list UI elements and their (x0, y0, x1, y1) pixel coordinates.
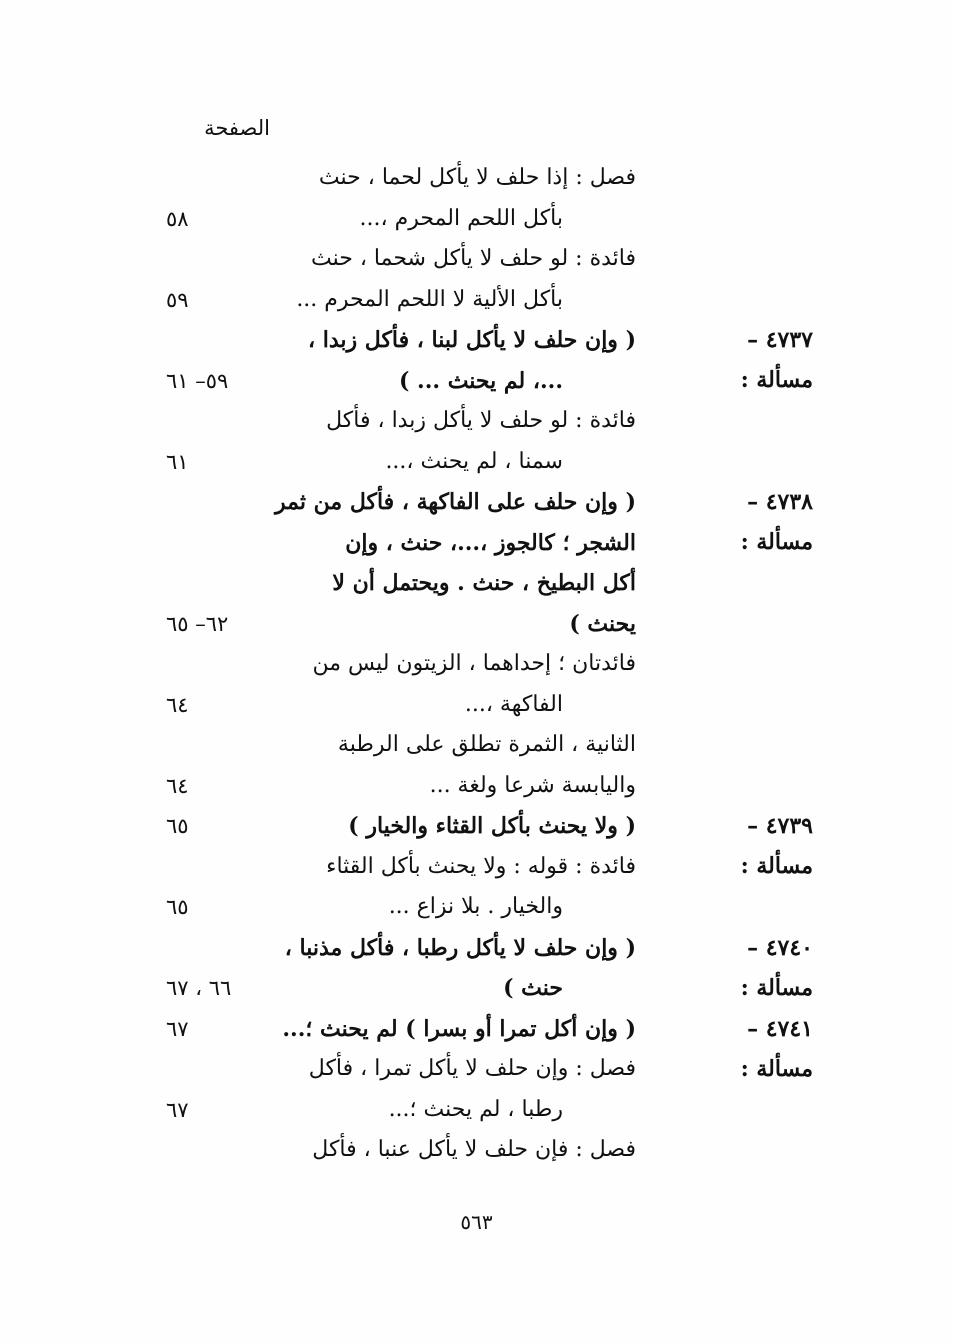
entry-text: ( وإن حلف لا يأكل رطبا ، فأكل مذنبا ، (284, 934, 636, 961)
page-reference: ٥٩ (166, 287, 189, 312)
page-column-header: الصفحة (204, 116, 270, 140)
index-line (0, 604, 953, 644)
entry-text: فصل : فإن حلف لا يأكل عنبا ، فأكل (312, 1137, 636, 1162)
page-reference: ٥٨ (166, 206, 189, 231)
index-line (0, 968, 953, 1008)
entry-text: فائدتان ؛ إحداهما ، الزيتون ليس من (312, 651, 636, 676)
page-reference: ٦٧ (166, 1097, 189, 1122)
entry-text: يحنث ) (569, 610, 636, 637)
entry-text: رطبا ، لم يحنث ؛... (388, 1096, 563, 1122)
entry-text: فصل : وإن حلف لا يأكل تمرا ، فأكل (308, 1056, 636, 1081)
entry-text: ( وإن حلف على الفاكهة ، فأكل من ثمر (274, 489, 636, 515)
entry-text: سمنا ، لم يحنث ،... (385, 448, 563, 474)
entry-text: حنث ) (503, 975, 563, 1001)
page-reference: ٦٢– ٦٥ (166, 611, 229, 636)
index-line (0, 1090, 953, 1130)
page-reference: ٦٥ (166, 814, 189, 838)
index-line (0, 523, 953, 563)
entry-text: أكل البطيخ ، حنث . ويحتمل أن لا (332, 570, 636, 596)
index-line (0, 401, 953, 441)
page-number: ٥٦٣ (460, 1210, 493, 1234)
index-line (0, 887, 953, 927)
entry-number: ٤٧٤١ – مسألة : (740, 1015, 813, 1082)
index-line (0, 766, 953, 806)
index-line (0, 239, 953, 279)
page-reference: ٦١ (166, 449, 189, 474)
entry-text: فائدة : لو حلف لا يأكل شحما ، حنث (310, 246, 636, 271)
index-line (0, 442, 953, 482)
index-line (0, 199, 953, 239)
index-line (0, 361, 953, 401)
index-line (0, 563, 953, 603)
entry-text: الفاكهة ،... (464, 691, 563, 717)
index-line (0, 158, 953, 198)
entry-text: فائدة : لو حلف لا يأكل زبدا ، فأكل (326, 408, 636, 433)
entry-text: ( وإن أكل تمرا أو بسرا ) لم يحنث ؛... (282, 1015, 636, 1042)
page-reference: ٦٥ (166, 895, 189, 919)
entry-text: ( ولا يحنث بأكل القثاء والخيار ) (348, 813, 636, 839)
entry-text: ( وإن حلف لا يأكل لبنا ، فأكل زبدا ، (307, 327, 636, 353)
entry-text: بأكل اللحم المحرم ،... (359, 205, 563, 231)
index-line (0, 644, 953, 684)
entry-text: الثانية ، الثمرة تطلق على الرطبة (337, 732, 636, 757)
entry-text: والخيار . بلا نزاع ... (388, 894, 563, 919)
entry-number: ٤٧٣٩ – مسألة : (740, 813, 813, 879)
page-reference: ٦٤ (166, 692, 189, 717)
index-line (0, 1130, 953, 1170)
page-reference: ٦٤ (166, 773, 189, 798)
entry-text: بأكل الألية لا اللحم المحرم ... (296, 286, 563, 312)
index-line (0, 847, 953, 887)
entry-number: ٤٧٣٨ – مسألة : (740, 489, 813, 555)
page-reference: ٦٦ ، ٦٧ (166, 976, 232, 1000)
entry-text: فصل : إذا حلف لا يأكل لحما ، حنث (318, 165, 636, 190)
index-line (0, 685, 953, 725)
entry-text: ...، لم يحنث ... ) (398, 367, 563, 394)
entry-number: ٤٧٣٧ – مسألة : (740, 327, 813, 393)
index-line (0, 725, 953, 765)
entry-text: فائدة : قوله : ولا يحنث بأكل القثاء (326, 853, 636, 879)
entry-text: الشجر ؛ كالجوز ،...، حنث ، وإن (345, 529, 636, 556)
entry-number: ٤٧٤٠ – مسألة : (740, 934, 813, 1001)
index-line (0, 1049, 953, 1089)
page-reference: ٦٧ (166, 1016, 189, 1041)
index-line (0, 280, 953, 320)
entry-text: واليابسة شرعا ولغة ... (429, 772, 636, 798)
page-reference: ٥٩– ٦١ (166, 368, 229, 393)
